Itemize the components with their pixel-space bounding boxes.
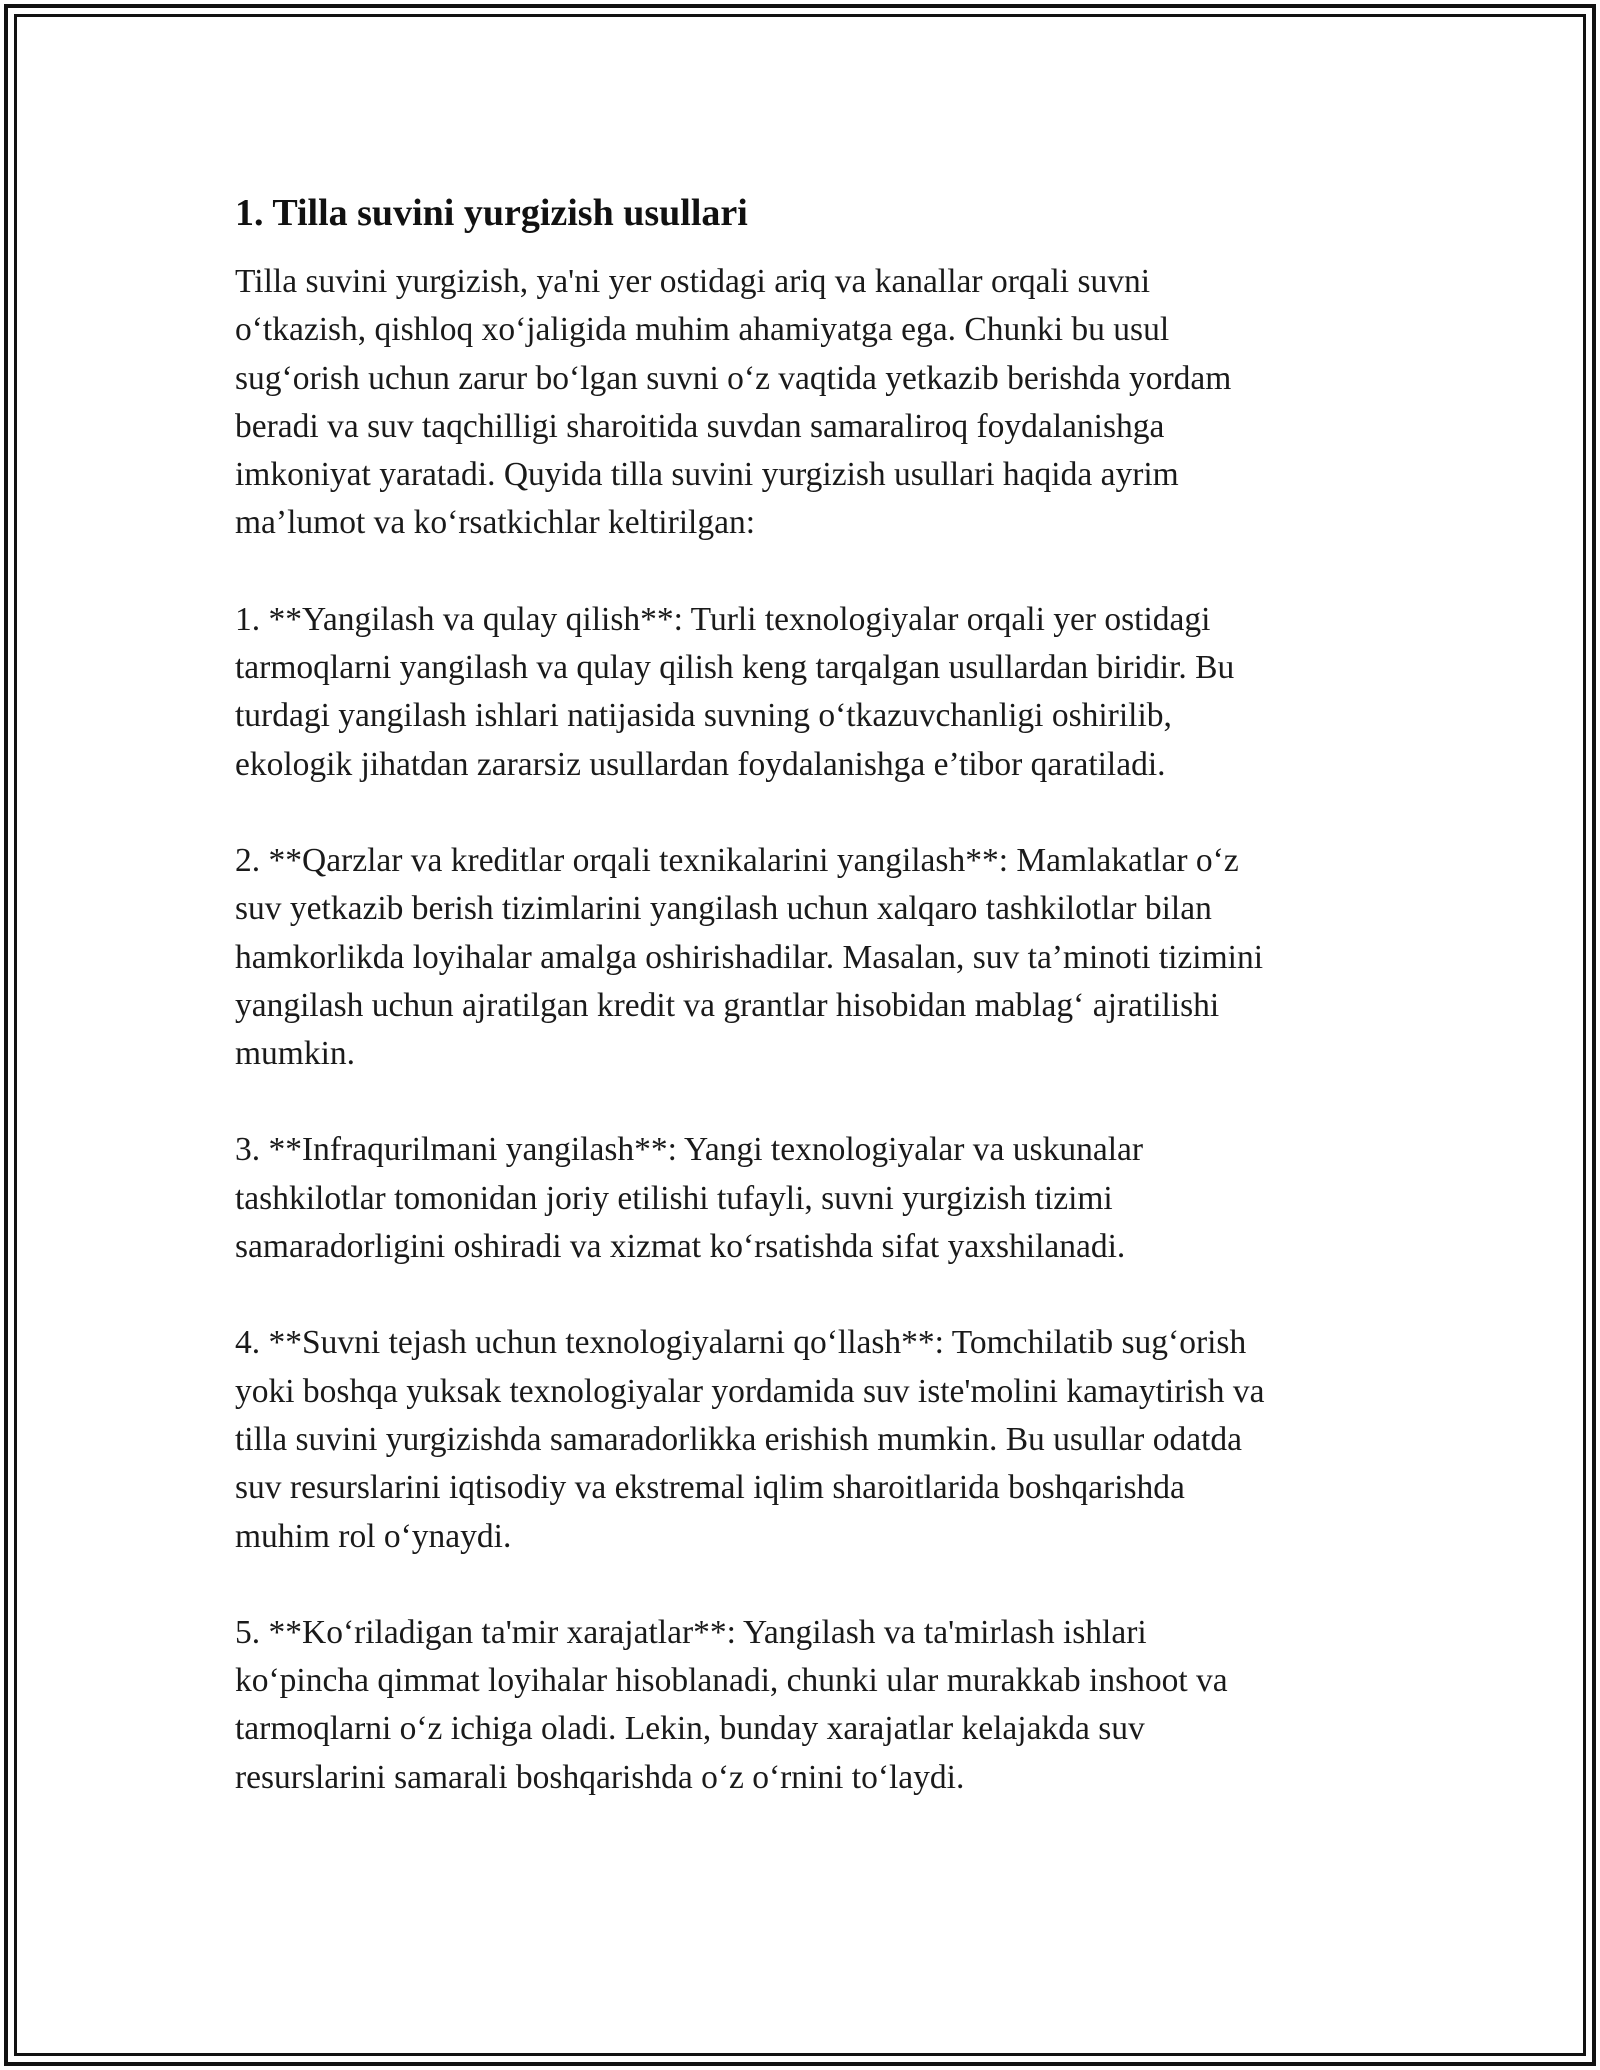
list-item-1: 1. **Yangilash va qulay qilish**: Turli texnologiyalar orqali yer ostidagi tarmoqlarni yangilash va qulay qilish keng tarqalgan usullardan biridir. Bu turdagi yangilash ishlari natijasida suvning o‘tkazuvchanligi oshirilib, ekologik jihatdan zararsiz usullardan foydalanishga e’tibor qaratiladi. <box>235 600 1235 783</box>
list-item-5: 5. **Ko‘riladigan ta'mir xarajatlar**: Yangilash va ta'mirlash ishlari ko‘pincha qimmat loyihalar hisoblanadi, chunki ular murakkab inshoot va tarmoqlarni o‘z ichiga oladi. Lekin, bunday xarajatlar kelajakda suv resurslarini samarali boshqarishda o‘z o‘rnini to‘laydi. <box>235 1613 1228 1796</box>
list-item-4: 4. **Suvni tejash uchun texnologiyalarni qo‘llash**: Tomchilatib sug‘orish yoki boshqa yuksak texnologiyalar yordamida suv iste'molini kamaytirish va tilla suvini yurgizishda samaradorlikka erishish mumkin. Bu usullar odatda suv resurslarini iqtisodiy va ekstremal iqlim sharoitlarida boshqarishda muhim rol o‘ynaydi. <box>235 1324 1265 1555</box>
intro-paragraph: Tilla suvini yurgizish, ya'ni yer ostidagi ariq va kanallar orqali suvni o‘tkazish, qishloq xo‘jaligida muhim ahamiyatga ega. Chunki bu usul sug‘orish uchun zarur bo‘lgan suvni o‘z vaqtida yetkazib berishda yordam beradi va suv taqchilligi sharoitida suvdan samaraliroq foydalanishga imkoniyat yaratadi. Quyida tilla suvini yurgizish usullari haqida ayrim ma’lumot va ko‘rsatkichlar keltirilgan: <box>235 263 1232 542</box>
document-body <box>235 187 1375 1802</box>
list-item-2: 2. **Qarzlar va kreditlar orqali texnikalarini yangilash**: Mamlakatlar o‘z suv yetkazib berish tizimlarini yangilash uchun xalqaro tashkilotlar bilan hamkorlikda loyihalar amalga oshirishadilar. Masalan, suv ta’minoti tizimini yangilash uchun ajratilgan kredit va grantlar hisobidan mablag‘ ajratilishi mumkin. <box>235 841 1264 1073</box>
list-item-3: 3. **Infraqurilmani yangilash**: Yangi texnologiyalar va uskunalar tashkilotlar tomonidan joriy etilishi tufayli, suvni yurgizish tizimi samaradorligini oshiradi va xizmat ko‘rsatishda sifat yaxshilanadi. <box>235 1131 1144 1266</box>
section-heading: 1. Tilla suvini yurgizish usullari <box>235 192 748 234</box>
